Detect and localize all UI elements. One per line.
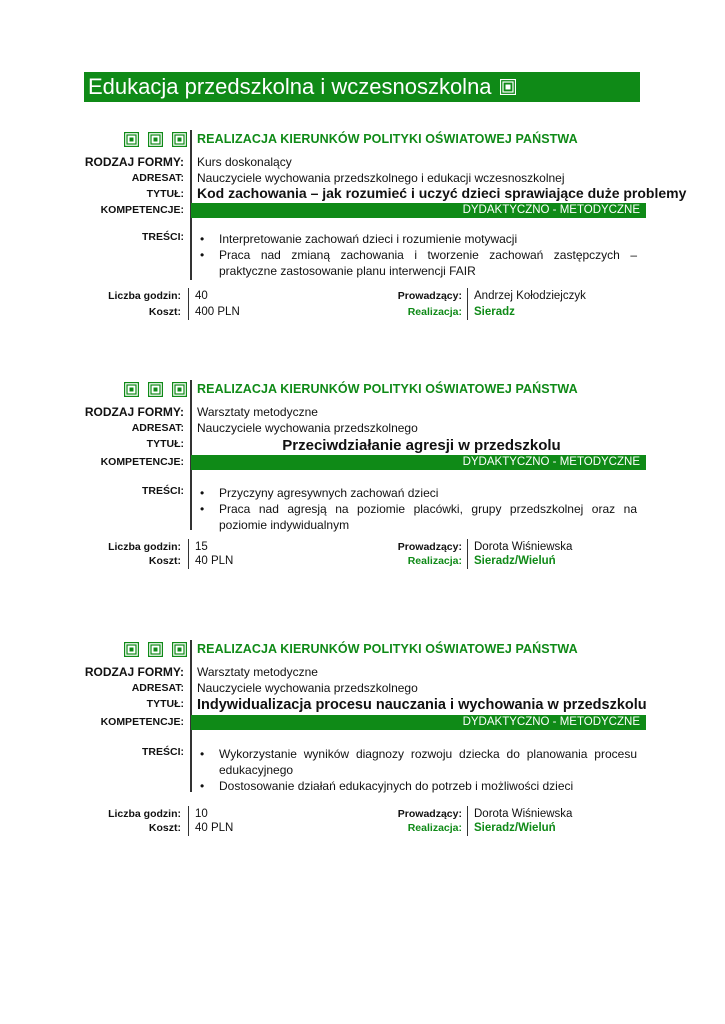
- godziny-label: Liczba godzin:: [108, 808, 181, 820]
- nested-square-icon: [500, 79, 516, 95]
- course-2: [84, 380, 646, 567]
- realizacja-value: Sieradz/Wieluń: [474, 555, 556, 567]
- kompetencje-label: KOMPETENCJE:: [100, 456, 184, 468]
- kompetencje-label: KOMPETENCJE:: [100, 204, 184, 216]
- list-item: • Przyczyny agresywnych zachowań dzieci: [197, 485, 637, 501]
- prowadzacy-value: Dorota Wiśniewska: [474, 808, 573, 820]
- nested-square-icon: [172, 642, 187, 657]
- prowadzacy-value: Dorota Wiśniewska: [474, 541, 573, 553]
- adresat-label: ADRESAT:: [131, 682, 184, 694]
- course-title: Indywidualizacja procesu nauczania i wychowania w przedszkolu: [197, 697, 647, 713]
- kompetencje-label: KOMPETENCJE:: [100, 716, 184, 728]
- course-1: [84, 130, 687, 318]
- godziny-label: Liczba godzin:: [108, 541, 181, 553]
- list-item: • Interpretowanie zachowań dzieci i rozumienie motywacji: [197, 231, 637, 247]
- course-title: Kod zachowania – jak rozumieć i uczyć dzieci sprawiające duże problemy: [197, 185, 687, 201]
- nested-square-icon: [148, 382, 163, 397]
- nested-square-icon: [148, 132, 163, 147]
- rodzaj-label: RODZAJ FORMY:: [84, 405, 184, 419]
- godziny-value: 40: [195, 290, 208, 302]
- rodzaj-label: RODZAJ FORMY:: [84, 155, 184, 169]
- list-item: • Wykorzystanie wyników diagnozy rozwoju dziecka do planowania procesu edukacyjnego: [197, 746, 637, 778]
- course-icons: [124, 642, 187, 657]
- tresci-list: [197, 485, 637, 533]
- prowadzacy-label: Prowadzący:: [397, 290, 462, 302]
- nested-square-icon: [124, 642, 139, 657]
- rodzaj-label: RODZAJ FORMY:: [84, 665, 184, 679]
- rodzaj-value: Warsztaty metodyczne: [197, 665, 318, 679]
- list-item: • Dostosowanie działań edukacyjnych do potrzeb i możliwości dzieci: [197, 778, 637, 794]
- nested-square-icon: [124, 382, 139, 397]
- kompetencje-bar: DYDAKTYCZNO - METODYCZNE: [191, 203, 646, 218]
- koszt-label: Koszt:: [148, 555, 181, 567]
- koszt-label: Koszt:: [148, 306, 181, 318]
- tytul-label: TYTUŁ:: [146, 188, 184, 200]
- tytul-label: TYTUŁ:: [146, 438, 184, 450]
- prowadzacy-label: Prowadzący:: [397, 808, 462, 820]
- koszt-value: 40 PLN: [195, 822, 234, 834]
- tresci-label: TREŚCI:: [142, 231, 184, 243]
- list-item: • Praca nad agresją na poziomie placówki, grupy przedszkolnej oraz na poziomie indywidualnym: [197, 501, 637, 533]
- godziny-value: 10: [195, 808, 208, 820]
- tresci-list: [197, 231, 637, 279]
- realizacja-label: Realizacja:: [407, 822, 462, 834]
- koszt-label: Koszt:: [148, 822, 181, 834]
- course-area: REALIZACJA KIERUNKÓW POLITYKI OŚWIATOWEJ PAŃSTWA: [197, 132, 578, 146]
- koszt-value: 400 PLN: [195, 306, 240, 318]
- course-title: Przeciwdziałanie agresji w przedszkolu: [282, 437, 561, 454]
- adresat-value: Nauczyciele wychowania przedszkolnego: [197, 421, 418, 435]
- course-area: REALIZACJA KIERUNKÓW POLITYKI OŚWIATOWEJ PAŃSTWA: [197, 382, 578, 396]
- tresci-label: TREŚCI:: [142, 485, 184, 497]
- godziny-label: Liczba godzin:: [108, 290, 181, 302]
- nested-square-icon: [172, 382, 187, 397]
- koszt-value: 40 PLN: [195, 555, 234, 567]
- prowadzacy-value: Andrzej Kołodziejczyk: [474, 290, 586, 302]
- nested-square-icon: [124, 132, 139, 147]
- tresci-label: TREŚCI:: [142, 746, 184, 758]
- page-title: [84, 72, 640, 102]
- kompetencje-bar: DYDAKTYCZNO - METODYCZNE: [191, 455, 646, 470]
- adresat-label: ADRESAT:: [131, 422, 184, 434]
- rodzaj-value: Warsztaty metodyczne: [197, 405, 318, 419]
- tresci-list: [197, 746, 637, 794]
- page-title-text: Edukacja przedszkolna i wczesnoszkolna: [88, 74, 492, 99]
- realizacja-value: Sieradz: [474, 306, 515, 318]
- course-icons: [124, 382, 187, 397]
- nested-square-icon: [148, 642, 163, 657]
- adresat-value: Nauczyciele wychowania przedszkolnego i edukacji wczesnoszkolnej: [197, 171, 565, 185]
- prowadzacy-label: Prowadzący:: [397, 541, 462, 553]
- adresat-label: ADRESAT:: [131, 172, 184, 184]
- realizacja-value: Sieradz/Wieluń: [474, 822, 556, 834]
- realizacja-label: Realizacja:: [407, 555, 462, 567]
- course-icons: [124, 132, 187, 147]
- rodzaj-value: Kurs doskonalący: [197, 155, 292, 169]
- realizacja-label: Realizacja:: [407, 306, 462, 318]
- tytul-label: TYTUŁ:: [146, 698, 184, 710]
- course-3: [84, 640, 647, 834]
- adresat-value: Nauczyciele wychowania przedszkolnego: [197, 681, 418, 695]
- nested-square-icon: [172, 132, 187, 147]
- course-area: REALIZACJA KIERUNKÓW POLITYKI OŚWIATOWEJ PAŃSTWA: [197, 642, 578, 656]
- kompetencje-bar: DYDAKTYCZNO - METODYCZNE: [191, 715, 646, 730]
- godziny-value: 15: [195, 541, 208, 553]
- list-item: • Praca nad zmianą zachowania i tworzenie zachowań zastępczych – praktyczne zastosowanie planu interwencji FAIR: [197, 247, 637, 279]
